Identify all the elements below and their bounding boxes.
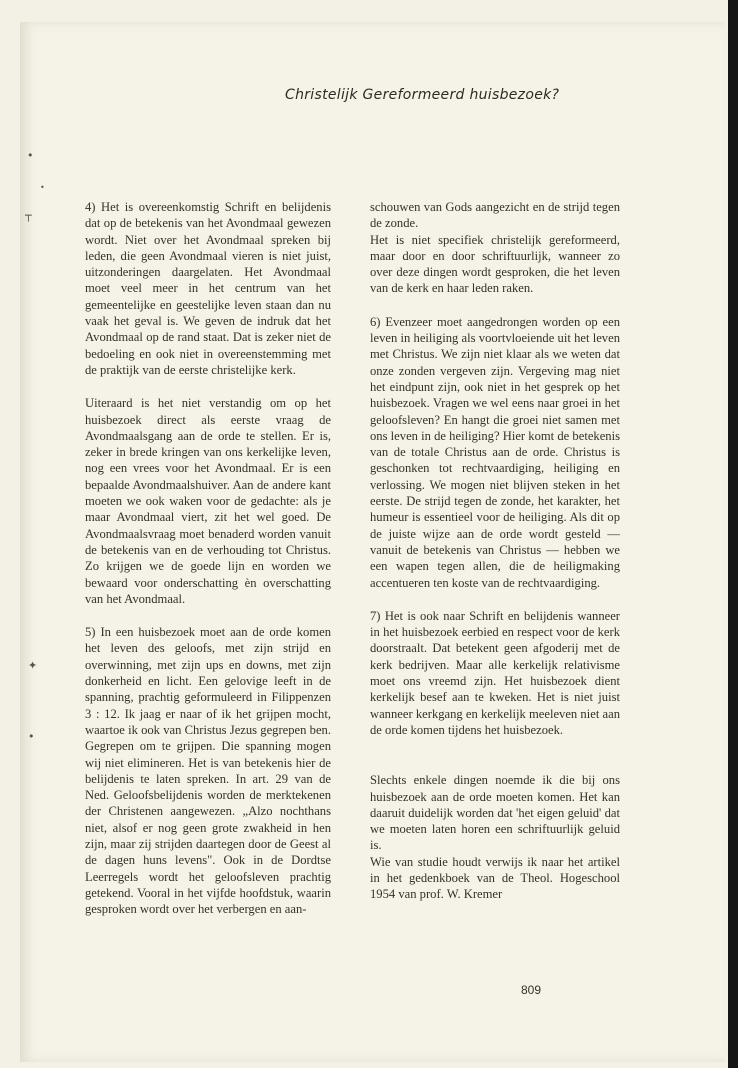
margin-mark: ✦ bbox=[28, 659, 38, 672]
paragraph: schouwen van Gods aangezicht en de strijd tegen de zonde. bbox=[370, 200, 620, 231]
page-number: 809 bbox=[521, 983, 542, 997]
margin-mark: • bbox=[28, 730, 35, 743]
paragraph: Uiteraard is het niet verstandig om op het huisbezoek direct als eerste vraag de Avondmaalsgang aan de orde te stellen. Er is, zeker in brede kringen van ons kerkelijke leven, nog een vrees voor het Avondmaal. Er is een bepaalde Avondmaalshuiver. Aan de andere kant moeten we ook waken voor de gedachte: als je maar Avondmaal viert, zit het wel goed. De Avondmaalsvraag moet benaderd worden vanuit de betekenis van en de verhouding tot Christus. Zo krijgen we de goede lijn en worden we bewaard voor onderschatting èn overschatting van het Avondmaal. bbox=[85, 396, 331, 606]
paragraph: 6) Evenzeer moet aangedrongen worden op een leven in heiliging als voortvloeiende uit het leven met Christus. We zijn niet klaar als we weten dat onze zonden vergeven zijn. Vergeving mag niet het eindpunt zijn, ook niet in het gesprek op het huisbezoek. Vragen we wel eens naar groei in het geloofsleven? En hangt die groei niet samen met ons leven in de heiliging? Hier komt de betekenis van de totale Christus aan de orde. Christus is geschonken tot rechtvaardiging, heiliging en verlossing. We mogen niet blijven steken in het eerste. De strijd tegen de zonde, het karakter, het humeur is essentieel voor de heiliging. Als dit op de juiste wijze aan de orde wordt gesteld — vanuit de betekenis van Christus — hebben we een wapen tegen allen, die de heiligmaking accentueren ten koste van de rechtvaardiging. bbox=[370, 314, 620, 590]
right-column bbox=[370, 199, 620, 903]
running-title: Christelijk Gereformeerd huisbezoek? bbox=[285, 87, 560, 103]
scan-dark-edge bbox=[728, 0, 738, 1068]
paragraph: Het is niet specifiek christelijk gereformeerd, maar door en door schriftuurlijk, wanneer zo over deze dingen wordt gesproken, die het leven van de kerk en haar leden raken. bbox=[370, 232, 620, 296]
paragraph: 4) Het is overeenkomstig Schrift en belijdenis dat op de betekenis van het Avondmaal gewezen wordt. Niet over het Avondmaal spreken bij leden, die geen Avondmaal vieren is niet juist, uitzonderingen daargelaten. Het Avondmaal moet veel meer in het centrum van het gemeentelijke en geestelijke leven staan dan nu vaak het geval is. We geven de indruk dat het Avondmaal op de rand staat. Dat is zeker niet de bedoeling en ook niet in overeenstemming met de praktijk van de eerste christelijke kerk. bbox=[85, 200, 331, 377]
margin-mark: ┬ bbox=[25, 209, 32, 222]
margin-mark: • bbox=[27, 149, 34, 162]
margin-mark: • bbox=[40, 183, 45, 192]
paragraph: Slechts enkele dingen noemde ik die bij ons huisbezoek aan de orde moeten komen. Het kan daaruit duidelijk worden dat 'het eigen geluid' dat we moeten laten horen een schriftuurlijk geluid is. bbox=[370, 773, 620, 853]
left-column bbox=[85, 199, 331, 934]
paragraph: 5) In een huisbezoek moet aan de orde komen het leven des geloofs, met zijn strijd en overwinning, met zijn ups en downs, met zijn donkerheid en licht. Een gelovige leeft in de spanning, prachtig geformuleerd in Filippenzen 3 : 12. Ik jaag er naar of ik het grijpen mocht, waartoe ik ook van Christus Jezus gegrepen ben. Gegrepen om te grijpen. Die spanning mogen wij niet elimineren. Het is van betekenis hier de belijdenis te laten spreken. In art. 29 van de Ned. Geloofsbelijdenis worden de merktekenen der Christenen aangewezen. „Alzo nochthans niet, alsof er nog geen grote zwakheid in hen zijn, maar zij strijden daartegen door de Geest al de dagen huns levens". Ook in de Dordtse Leerregels wordt het geloofsleven prachtig getekend. Vooral in het vijfde hoofdstuk, waarin gesproken wordt over het verbergen en aan- bbox=[85, 625, 331, 917]
paragraph: 7) Het is ook naar Schrift en belijdenis wanneer in het huisbezoek eerbied en respect voor de kerk doorstraalt. Dat betekent geen afgoderij met de kerk bedrijven. Maar alle kerkelijk relativisme moet ons vreemd zijn. Het huisbezoek dient kerkelijk besef aan te kweken. Het is niet juist wanneer kerkgang en kerkelijk meeleven niet aan de orde komen tijdens het huisbezoek. bbox=[370, 608, 620, 737]
paragraph: Wie van studie houdt verwijs ik naar het artikel in het gedenkboek van de Theol. Hogeschool 1954 van prof. W. Kremer bbox=[370, 854, 620, 902]
